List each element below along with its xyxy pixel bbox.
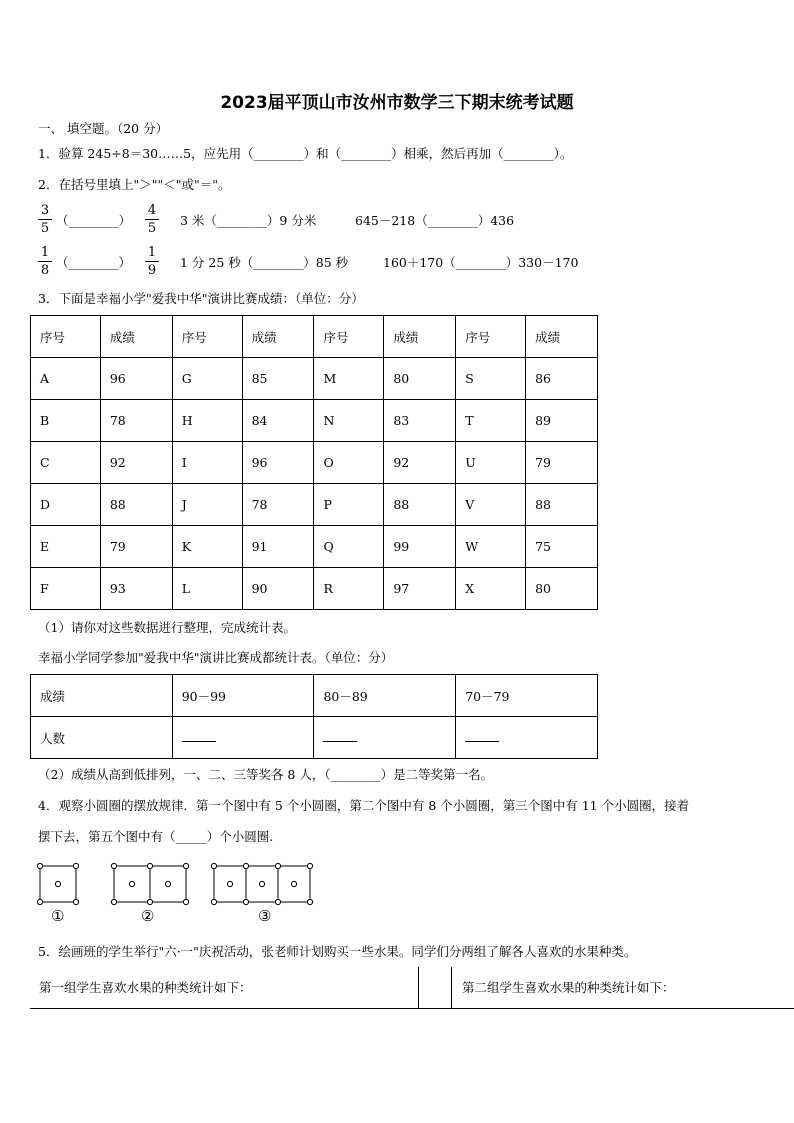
table-cell: 88 bbox=[526, 484, 598, 526]
table-cell: 79 bbox=[526, 442, 598, 484]
table-cell: P bbox=[314, 484, 384, 526]
group-1-caption: 第一组学生喜欢水果的种类统计如下： bbox=[39, 980, 252, 995]
table-cell: 79 bbox=[100, 526, 172, 568]
answer-blank[interactable] bbox=[456, 717, 598, 759]
group-stats-row bbox=[30, 967, 794, 1009]
header-cell: 成绩 bbox=[31, 675, 173, 717]
table-cell: B bbox=[31, 400, 101, 442]
sub-question-2: （2）成绩从高到低排列，一、二、三等奖各 8 人，（________）是二等奖第一名。 bbox=[38, 767, 494, 782]
small-circle bbox=[307, 863, 312, 868]
compare-blank: （________） bbox=[56, 255, 132, 270]
table-cell: 99 bbox=[384, 526, 456, 568]
small-circle bbox=[227, 881, 232, 886]
question-5: 5．绘画班的学生举行"六·一"庆祝活动，张老师计划购买一些水果。同学们分两组了解各人喜欢的水果种类。 bbox=[38, 944, 637, 959]
fraction-4-5: $\frac{4}{5}$ bbox=[145, 203, 159, 236]
compare-item: 1 分 25 秒（________）85 秒 bbox=[180, 255, 349, 270]
table-cell: I bbox=[172, 442, 242, 484]
header-cell: 成绩 bbox=[242, 316, 314, 358]
table-cell: R bbox=[314, 568, 384, 610]
question-2: 2．在括号里填上"＞""＜"或"＝"。 bbox=[38, 177, 231, 192]
small-circle bbox=[259, 881, 264, 886]
header-cell: 80－89 bbox=[314, 675, 456, 717]
small-circle bbox=[129, 881, 134, 886]
table-header-row bbox=[31, 316, 598, 358]
header-cell: 序号 bbox=[456, 316, 526, 358]
small-circle bbox=[275, 899, 280, 904]
table-cell: 83 bbox=[384, 400, 456, 442]
table-cell: 75 bbox=[526, 526, 598, 568]
column-divider bbox=[451, 967, 452, 1008]
column-divider bbox=[418, 967, 419, 1008]
fraction-1-9: $\frac{1}{9}$ bbox=[145, 245, 159, 278]
small-circle bbox=[291, 881, 296, 886]
table-cell: N bbox=[314, 400, 384, 442]
table-cell: W bbox=[456, 526, 526, 568]
small-circle bbox=[183, 899, 188, 904]
answer-blank[interactable] bbox=[314, 717, 456, 759]
table-cell: 88 bbox=[384, 484, 456, 526]
small-circle bbox=[147, 899, 152, 904]
table-cell: C bbox=[31, 442, 101, 484]
table-cell: X bbox=[456, 568, 526, 610]
table-cell: 97 bbox=[384, 568, 456, 610]
table-cell: S bbox=[456, 358, 526, 400]
question-4-line1: 4．观察小圆圈的摆放规律．第一个图中有 5 个小圆圈，第二个图中有 8 个小圆圈，第三个图中有 11 个小圆圈，接着 bbox=[38, 798, 690, 813]
group-2-caption: 第二组学生喜欢水果的种类统计如下： bbox=[462, 980, 675, 995]
table-cell: 78 bbox=[242, 484, 314, 526]
table-cell: K bbox=[172, 526, 242, 568]
figure-label-1: ① bbox=[51, 907, 65, 925]
small-circle bbox=[55, 881, 60, 886]
table-row bbox=[31, 400, 598, 442]
small-circle bbox=[111, 863, 116, 868]
table-cell: M bbox=[314, 358, 384, 400]
table-cell: 89 bbox=[526, 400, 598, 442]
table-cell: 78 bbox=[100, 400, 172, 442]
header-cell: 成绩 bbox=[100, 316, 172, 358]
table-cell: O bbox=[314, 442, 384, 484]
table-cell: 96 bbox=[242, 442, 314, 484]
table-cell: L bbox=[172, 568, 242, 610]
fraction-3-5: $\frac{3}{5}$ bbox=[38, 203, 52, 236]
table-cell: F bbox=[31, 568, 101, 610]
small-circle bbox=[307, 899, 312, 904]
table-cell: A bbox=[31, 358, 101, 400]
small-circle bbox=[243, 899, 248, 904]
table-cell: 80 bbox=[384, 358, 456, 400]
table-cell: V bbox=[456, 484, 526, 526]
question-3: 3．下面是幸福小学"爱我中华"演讲比赛成绩：（单位：分） bbox=[38, 291, 364, 306]
question-1: 1．验算 245÷8＝30……5，应先用（________）和（________）相乘，然后再加（________）。 bbox=[38, 146, 573, 161]
table-cell: 92 bbox=[100, 442, 172, 484]
small-circle bbox=[37, 899, 42, 904]
page-title: 2023届平顶山市汝州市数学三下期末统考试题 bbox=[220, 93, 574, 113]
question-4-line2: 摆下去，第五个图中有（_____）个小圆圈. bbox=[38, 829, 274, 844]
stat-row bbox=[31, 717, 598, 759]
table-cell: 88 bbox=[100, 484, 172, 526]
table-cell: D bbox=[31, 484, 101, 526]
table-cell: 92 bbox=[384, 442, 456, 484]
table-row bbox=[31, 484, 598, 526]
score-table bbox=[30, 315, 598, 610]
compare-blank: （________） bbox=[56, 213, 132, 228]
stat-table-title: 幸福小学同学参加"爱我中华"演讲比赛成都统计表。（单位：分） bbox=[38, 650, 394, 665]
small-circle bbox=[211, 863, 216, 868]
small-circle bbox=[211, 899, 216, 904]
table-cell: 93 bbox=[100, 568, 172, 610]
small-circle bbox=[37, 863, 42, 868]
table-cell: 84 bbox=[242, 400, 314, 442]
row-label: 人数 bbox=[31, 717, 173, 759]
answer-blank[interactable] bbox=[172, 717, 314, 759]
small-circle bbox=[111, 899, 116, 904]
table-cell: 90 bbox=[242, 568, 314, 610]
compare-item: 3 米（________）9 分米 bbox=[180, 213, 317, 228]
header-cell: 序号 bbox=[31, 316, 101, 358]
section-heading: 一、 填空题。（20 分） bbox=[38, 121, 169, 136]
circle-pattern-figures bbox=[30, 858, 330, 930]
sub-question-1: （1）请你对这些数据进行整理，完成统计表。 bbox=[38, 620, 296, 635]
header-cell: 成绩 bbox=[526, 316, 598, 358]
table-cell: 91 bbox=[242, 526, 314, 568]
table-cell: 85 bbox=[242, 358, 314, 400]
table-cell: J bbox=[172, 484, 242, 526]
table-row bbox=[31, 442, 598, 484]
table-cell: G bbox=[172, 358, 242, 400]
small-circle bbox=[275, 863, 280, 868]
table-row bbox=[31, 568, 598, 610]
table-cell: 80 bbox=[526, 568, 598, 610]
small-circle bbox=[243, 863, 248, 868]
small-circle bbox=[147, 863, 152, 868]
table-row bbox=[31, 358, 598, 400]
table-cell: 86 bbox=[526, 358, 598, 400]
stat-header-row bbox=[31, 675, 598, 717]
figure-label-2: ② bbox=[141, 907, 155, 925]
table-cell: T bbox=[456, 400, 526, 442]
stat-table bbox=[30, 674, 598, 759]
table-row bbox=[31, 526, 598, 568]
fraction-1-8: $\frac{1}{8}$ bbox=[38, 245, 52, 278]
compare-item: 645－218（________）436 bbox=[355, 213, 515, 228]
small-circle bbox=[73, 899, 78, 904]
header-cell: 成绩 bbox=[384, 316, 456, 358]
header-cell: 序号 bbox=[314, 316, 384, 358]
small-circle bbox=[73, 863, 78, 868]
header-cell: 70－79 bbox=[456, 675, 598, 717]
figure-label-3: ③ bbox=[258, 907, 272, 925]
table-cell: H bbox=[172, 400, 242, 442]
table-cell: U bbox=[456, 442, 526, 484]
small-circle bbox=[165, 881, 170, 886]
header-cell: 90－99 bbox=[172, 675, 314, 717]
header-cell: 序号 bbox=[172, 316, 242, 358]
table-cell: 96 bbox=[100, 358, 172, 400]
table-cell: E bbox=[31, 526, 101, 568]
small-circle bbox=[183, 863, 188, 868]
table-cell: Q bbox=[314, 526, 384, 568]
compare-item: 160＋170（________）330－170 bbox=[383, 255, 579, 270]
